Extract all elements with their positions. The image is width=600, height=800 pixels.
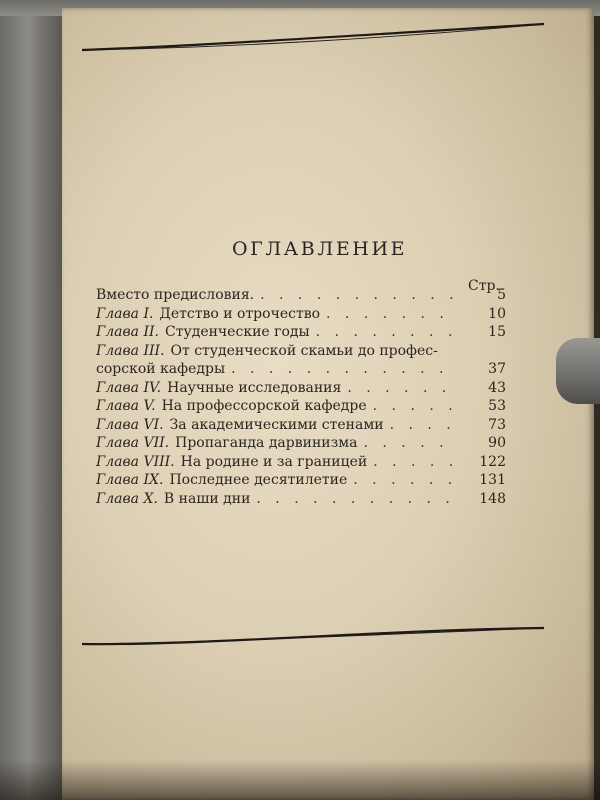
- dot-leader: [347, 379, 458, 397]
- dot-leader: [260, 286, 458, 304]
- top-ornamental-rule: [78, 20, 548, 54]
- chapter-label: Глава IV.: [96, 379, 162, 396]
- chapter-label: Глава II.: [96, 324, 159, 340]
- metal-clip: [556, 338, 600, 404]
- entry-page-number: 90: [488, 435, 506, 451]
- chapter-label: Глава I.: [96, 305, 154, 322]
- dot-leader: [353, 471, 458, 489]
- toc-entry: [96, 416, 506, 435]
- entry-title: Студенческие годы: [165, 324, 310, 340]
- entry-page-number: 10: [488, 305, 506, 322]
- dot-leader: [231, 360, 458, 378]
- dot-leader: [326, 305, 458, 323]
- entry-title: Вместо предисловия.: [96, 287, 255, 303]
- chapter-label: Глава X.: [96, 490, 158, 507]
- toc-entry: [96, 342, 506, 379]
- chapter-label: Глава IX.: [96, 472, 164, 488]
- bottom-shadow: [0, 760, 600, 800]
- toc-list: [96, 286, 506, 508]
- dot-leader: [316, 323, 458, 341]
- entry-page-number: 43: [488, 379, 506, 396]
- entry-page-number: 37: [488, 361, 506, 377]
- chapter-label: Глава V.: [96, 398, 156, 414]
- entry-title-continuation: сорской кафедры: [96, 361, 226, 377]
- toc-entry: [96, 379, 506, 398]
- entry-page-number: 15: [488, 324, 506, 340]
- entry-title: Детство и отрочество: [159, 305, 321, 322]
- toc-entry: [96, 471, 506, 490]
- entry-title: На профессорской кафедре: [161, 398, 367, 414]
- chapter-label: Глава VII.: [96, 435, 170, 451]
- entry-page-number: 53: [488, 398, 506, 414]
- toc-entry: [96, 323, 506, 342]
- entry-page-number: 73: [488, 416, 506, 433]
- dot-leader: [364, 434, 459, 452]
- entry-page-number: 122: [479, 453, 506, 470]
- toc-entry: [96, 305, 506, 324]
- entry-title: Пропаганда дарвинизма: [175, 435, 358, 451]
- entry-page-number: 148: [479, 490, 506, 507]
- entry-title: За академическими стенами: [169, 416, 384, 433]
- toc-entry: [96, 286, 506, 305]
- entry-page-number: 5: [497, 287, 506, 303]
- chapter-label: Глава III.: [96, 342, 165, 359]
- page-column-label: Стр.: [468, 278, 500, 294]
- entry-title: На родине и за границей: [180, 453, 368, 470]
- entry-title: Последнее десятилетие: [169, 472, 348, 488]
- dot-leader: [256, 490, 458, 508]
- entry-title: В наши дни: [163, 490, 251, 507]
- dot-leader: [373, 453, 458, 471]
- entry-title: От студенческой скамьи до профес-: [170, 342, 438, 359]
- toc-entry: [96, 434, 506, 453]
- chapter-label: Глава VI.: [96, 416, 164, 433]
- book-edge: [0, 0, 62, 800]
- entry-page-number: 131: [479, 472, 506, 488]
- toc-entry: [96, 397, 506, 416]
- dot-leader: [390, 416, 458, 434]
- toc-entry: [96, 453, 506, 472]
- toc-entry: [96, 490, 506, 509]
- toc-heading: ОГЛАВЛЕНИЕ: [232, 238, 408, 260]
- entry-title: Научные исследования: [167, 379, 342, 396]
- chapter-label: Глава VIII.: [96, 453, 175, 470]
- dot-leader: [373, 397, 458, 415]
- bottom-ornamental-rule: [78, 624, 548, 658]
